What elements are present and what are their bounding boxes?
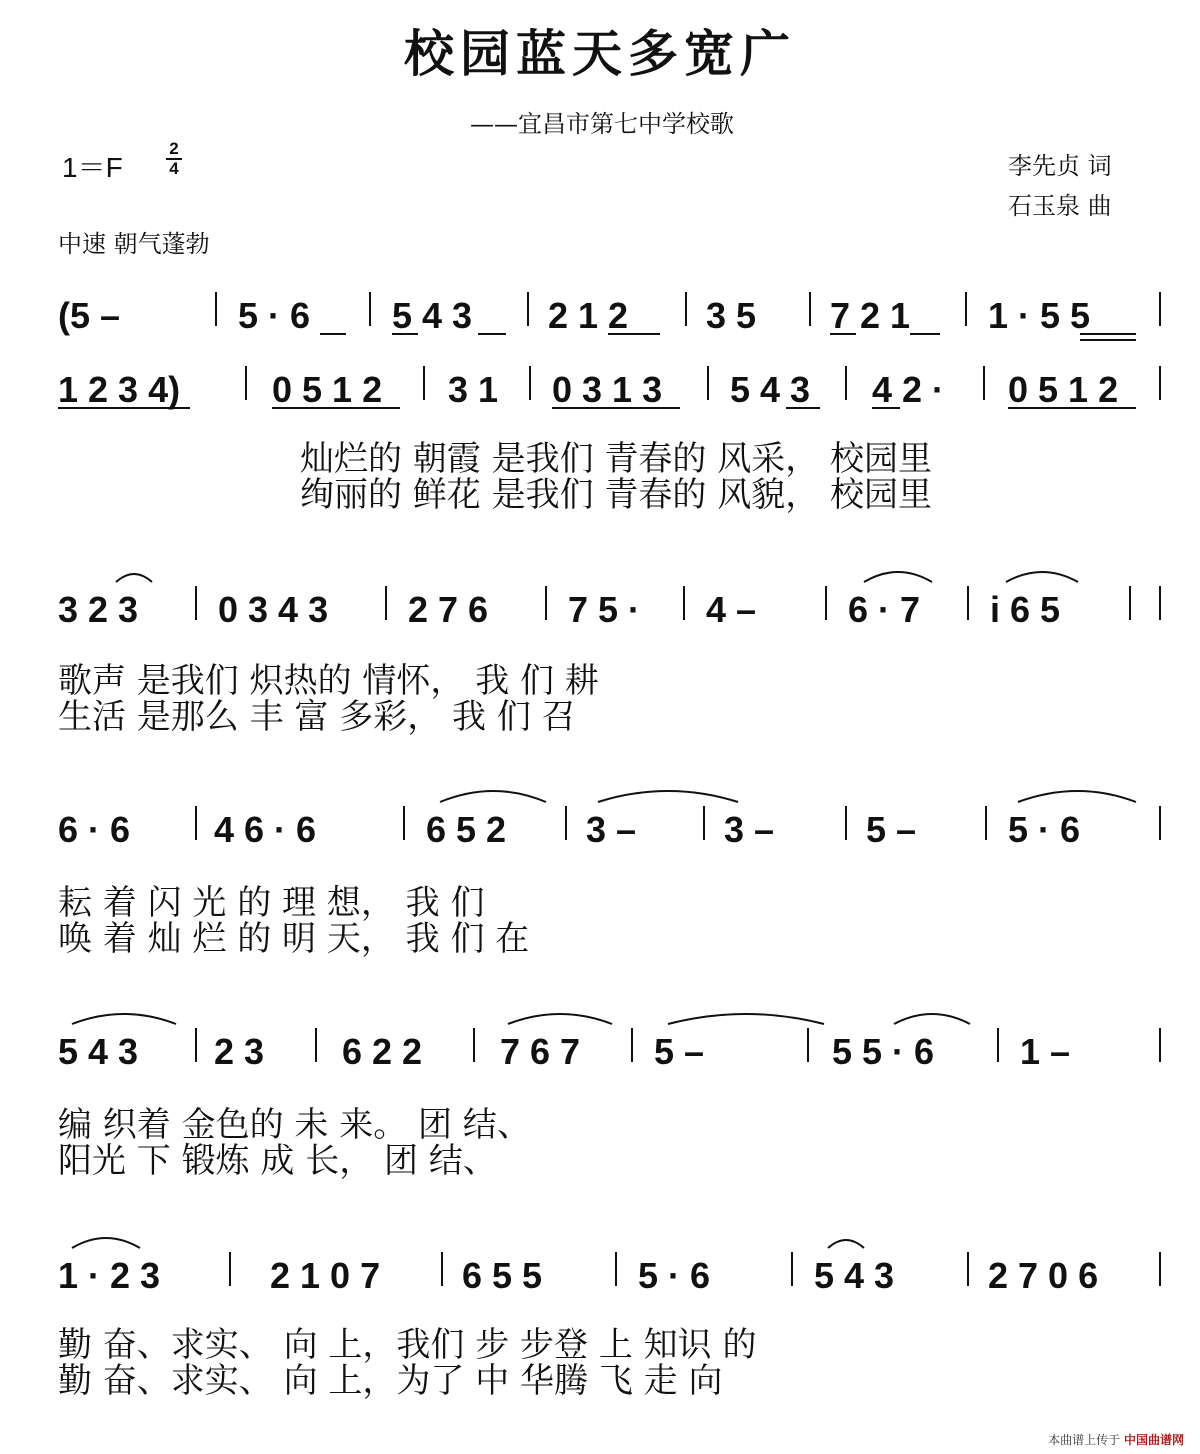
svg-text:5 5 · 6: 5 5 · 6 <box>832 1031 935 1072</box>
svg-text:(5 –: (5 – <box>58 295 121 336</box>
svg-text:0 5 1 2: 0 5 1 2 <box>1008 369 1119 410</box>
lyric-line: 灿烂的 朝霞 是我们 青春的 风采， 校园里 <box>300 439 933 479</box>
system-6-notes <box>58 1255 1098 1296</box>
svg-text:3 –: 3 – <box>724 809 775 850</box>
svg-text:2 1 0 7: 2 1 0 7 <box>270 1255 381 1296</box>
svg-text:5 4 3: 5 4 3 <box>58 1031 139 1072</box>
system-6-lyrics <box>58 1325 756 1401</box>
svg-text:4 6 · 6: 4 6 · 6 <box>214 809 317 850</box>
svg-text:7 6 7: 7 6 7 <box>500 1031 581 1072</box>
svg-text:4 –: 4 – <box>706 589 757 630</box>
song-subtitle: ——宜昌市第七中学校歌 <box>470 110 734 138</box>
system-4-lyrics <box>58 883 529 959</box>
lyric-line: 歌声 是我们 炽热的 情怀， 我 们 耕 <box>58 661 599 701</box>
time-signature-bottom: 4 <box>166 158 182 178</box>
svg-text:5 –: 5 – <box>654 1031 705 1072</box>
svg-text:2 7 6: 2 7 6 <box>408 589 489 630</box>
svg-text:6 2 2: 6 2 2 <box>342 1031 423 1072</box>
svg-text:5 4 3: 5 4 3 <box>730 369 811 410</box>
footer-credit <box>1048 1431 1184 1448</box>
svg-text:5 –: 5 – <box>866 809 917 850</box>
system-2-lyrics <box>300 439 932 515</box>
svg-text:7 2 1: 7 2 1 <box>830 295 911 336</box>
system-5-lyrics <box>58 1105 531 1181</box>
system-3-notes <box>58 589 1060 630</box>
svg-text:1 · 2 3: 1 · 2 3 <box>58 1255 161 1296</box>
song-title: 校园蓝天多宽广 <box>404 24 796 83</box>
svg-text:2 3: 2 3 <box>214 1031 265 1072</box>
tempo-marking: 中速 朝气蓬勃 <box>58 230 210 258</box>
svg-text:6 5 5: 6 5 5 <box>462 1255 543 1296</box>
svg-text:i 6 5: i 6 5 <box>990 589 1061 630</box>
svg-text:1 2 3 4): 1 2 3 4) <box>58 369 181 410</box>
system-3-lyrics <box>58 661 599 737</box>
svg-text:6 · 7: 6 · 7 <box>848 589 921 630</box>
svg-text:5 · 6: 5 · 6 <box>638 1255 711 1296</box>
lyric-line: 生活 是那么 丰 富 多彩， 我 们 召 <box>58 697 576 737</box>
svg-text:7 5 ·: 7 5 · <box>568 589 641 630</box>
lyric-line: 勤 奋、求实、 向 上，我们 步 步登 上 知识 的 <box>58 1325 757 1365</box>
svg-text:3 –: 3 – <box>586 809 637 850</box>
system-1-notes <box>58 295 1090 336</box>
svg-text:2 7 0 6: 2 7 0 6 <box>988 1255 1099 1296</box>
system-2-notes <box>58 369 1118 410</box>
lyricist-credit: 李先贞 词 <box>1008 152 1112 180</box>
composer-credit: 石玉泉 曲 <box>1008 192 1112 220</box>
svg-text:5 4 3: 5 4 3 <box>814 1255 895 1296</box>
svg-text:5 · 6: 5 · 6 <box>1008 809 1081 850</box>
svg-text:4 2 ·: 4 2 · <box>872 369 945 410</box>
system-5-notes <box>58 1031 1070 1072</box>
footer-brand: 中国曲谱网 <box>1123 1433 1184 1447</box>
lyric-line: 勤 奋、求实、 向 上，为了 中 华腾 飞 走 向 <box>58 1361 723 1401</box>
lyric-line: 唤 着 灿 烂 的 明 天， 我 们 在 <box>58 919 530 959</box>
system-4-notes <box>58 809 1080 850</box>
svg-text:1 –: 1 – <box>1020 1031 1071 1072</box>
svg-text:3 2 3: 3 2 3 <box>58 589 139 630</box>
svg-text:0 5 1 2: 0 5 1 2 <box>272 369 383 410</box>
svg-text:6 5 2: 6 5 2 <box>426 809 507 850</box>
svg-text:3 5: 3 5 <box>706 295 757 336</box>
key-signature: 1＝F <box>62 152 123 183</box>
svg-text:2 1 2: 2 1 2 <box>548 295 629 336</box>
svg-text:5 4 3: 5 4 3 <box>392 295 473 336</box>
lyric-line: 耘 着 闪 光 的 理 想， 我 们 <box>58 883 485 923</box>
svg-text:6 · 6: 6 · 6 <box>58 809 131 850</box>
lyric-line: 绚丽的 鲜花 是我们 青春的 风貌， 校园里 <box>300 475 933 515</box>
footer-text: 本曲谱上传于 <box>1048 1433 1121 1447</box>
svg-text:3 1: 3 1 <box>448 369 499 410</box>
svg-text:0 3 1 3: 0 3 1 3 <box>552 369 663 410</box>
svg-text:0 3 4 3: 0 3 4 3 <box>218 589 329 630</box>
lyric-line: 编 织着 金色的 未 来。 团 结、 <box>58 1105 531 1145</box>
svg-text:1 · 5 5: 1 · 5 5 <box>988 295 1091 336</box>
lyric-line: 阳光 下 锻炼 成 长， 团 结、 <box>58 1141 497 1181</box>
svg-text:5 · 6: 5 · 6 <box>238 295 311 336</box>
time-signature-top: 2 <box>169 139 179 158</box>
